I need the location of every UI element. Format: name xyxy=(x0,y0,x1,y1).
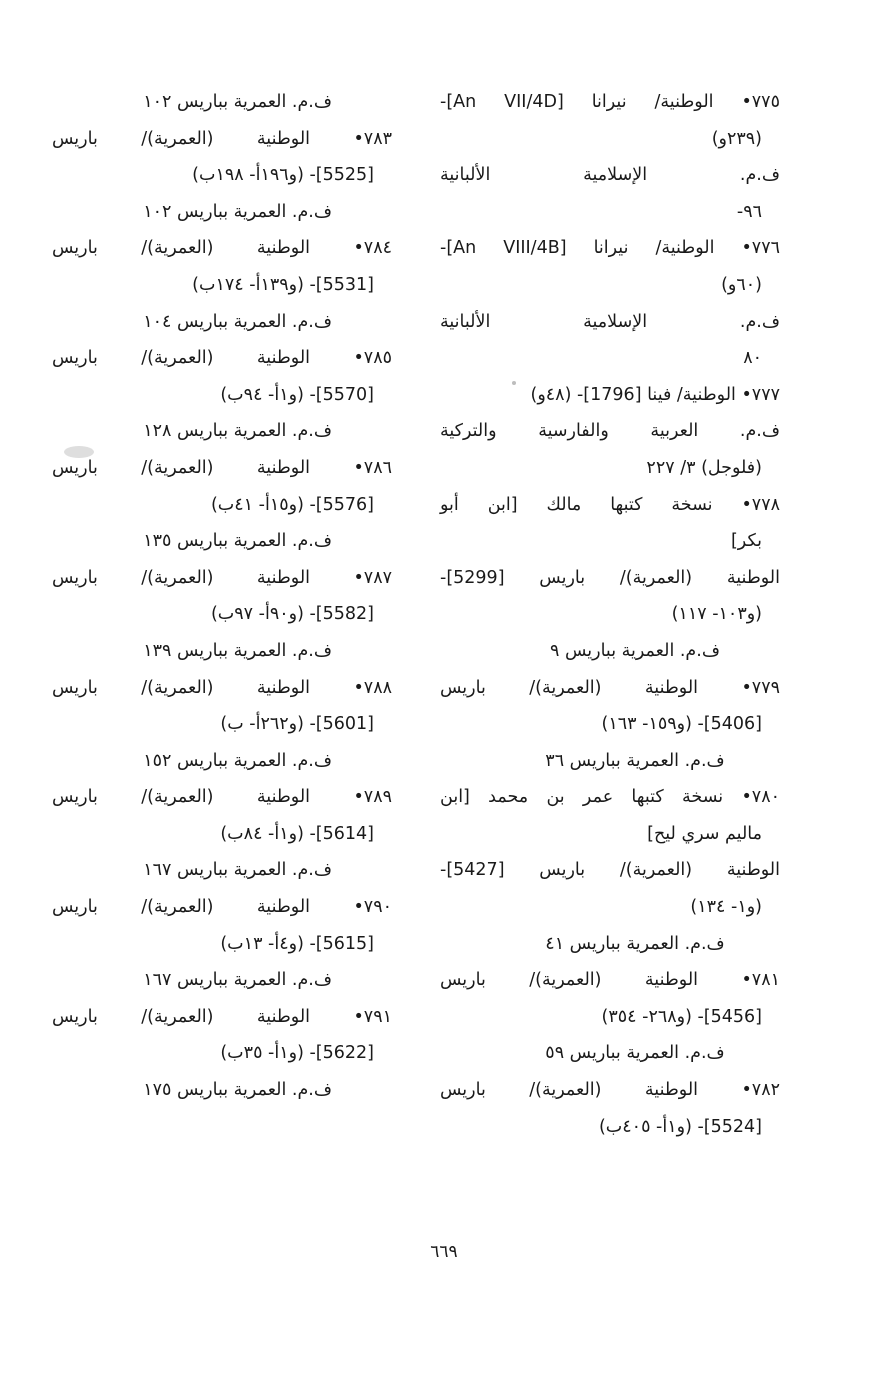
left-column-line: ف.م. العمرية بباريس ١٠٤ xyxy=(143,311,332,332)
left-column-line: ٧٨٨• الوطنية (العمرية)/ باريس xyxy=(52,677,392,698)
right-column-line: ماليم سري ليح] xyxy=(647,823,762,844)
left-column-line: [5615]- (و٤أ- ١٣ب) xyxy=(220,933,374,954)
right-column-line: [5456]- (و٢٦٨- ٣٥٤) xyxy=(601,1006,762,1027)
right-column-line: ٧٧٩• الوطنية (العمرية)/ باريس xyxy=(440,677,780,698)
right-column-line: (و١٠٣- ١١٧) xyxy=(671,604,762,625)
scan-speck xyxy=(512,381,516,385)
right-column-line: (٢٣٩و) xyxy=(711,128,762,149)
left-column-line: [5622]- (و١أ- ٣٥ب) xyxy=(220,1043,374,1064)
right-column-line: الوطنية (العمرية)/ باريس [5427]- xyxy=(440,860,780,881)
left-column-line: ف.م. العمرية بباريس ١٦٧ xyxy=(143,860,332,881)
right-column-line: ٩٦- xyxy=(736,201,762,222)
left-column-line: [5570]- (و١أ- ٩٤ب) xyxy=(220,384,374,405)
left-column-line: ف.م. العمرية بباريس ١٧٥ xyxy=(143,1080,332,1101)
right-column-line: ف.م. العمرية بباريس ٤١ xyxy=(545,933,725,954)
right-column-line: ف.م. العربية والفارسية والتركية xyxy=(440,421,780,442)
left-column-line: ٧٨٧• الوطنية (العمرية)/ باريس xyxy=(52,567,392,588)
left-column-line: ٧٨٤• الوطنية (العمرية)/ باريس xyxy=(52,238,392,259)
right-column-line: ف.م. الإسلامية الألبانية xyxy=(440,165,780,186)
left-column xyxy=(52,84,392,1109)
left-column-line: ف.م. العمرية بباريس ١٢٨ xyxy=(143,421,332,442)
left-column-line: [5582]- (و٩٠أ- ٩٧ب) xyxy=(210,604,374,625)
right-column-line: (فلوجل) ٣/ ٢٢٧ xyxy=(646,457,762,478)
right-column-line: [5524]- (و١أ- ٤٠٥ب) xyxy=(598,1116,762,1137)
left-column-line: ٧٨٣• الوطنية (العمرية)/ باريس xyxy=(52,128,392,149)
right-column-line: ٧٧٨• نسخة كتبها مالك [ابن أبو xyxy=(440,494,780,515)
left-column-line: ف.م. العمرية بباريس ١٦٧ xyxy=(143,970,332,991)
right-column-line: (و١- ١٣٤) xyxy=(690,897,762,918)
right-column-line: ٧٨١• الوطنية (العمرية)/ باريس xyxy=(440,970,780,991)
scan-speck xyxy=(64,446,94,458)
left-column-line: [5601]- (و٢٦٢أ- ب) xyxy=(220,714,374,735)
right-column-line: ٧٧٦• الوطنية/ نيرانا [An VIII/4B]- xyxy=(440,238,780,259)
left-column-line: ف.م. العمرية بباريس ١٣٩ xyxy=(143,640,332,661)
right-column-line: الوطنية (العمرية)/ باريس [5299]- xyxy=(440,567,780,588)
left-column-line: [5525]- (و١٩٦أ- ١٩٨ب) xyxy=(192,165,374,186)
left-column-line: [5531]- (و١٣٩أ- ١٧٤ب) xyxy=(192,274,374,295)
left-column-line: [5614]- (و١أ- ٨٤ب) xyxy=(220,823,374,844)
right-column-line: ٧٨٠• نسخة كتبها عمر بن محمد [ابن xyxy=(440,787,780,808)
right-column-line: (٦٠و) xyxy=(721,274,762,295)
left-column-line: [5576]- (و١٥أ- ٤١ب) xyxy=(210,494,374,515)
left-column-line: ف.م. العمرية بباريس ١٣٥ xyxy=(143,531,332,552)
left-column-line: ٧٨٥• الوطنية (العمرية)/ باريس xyxy=(52,348,392,369)
left-column-line: ف.م. العمرية بباريس ١٠٢ xyxy=(143,201,332,222)
left-column-line: ٧٨٩• الوطنية (العمرية)/ باريس xyxy=(52,787,392,808)
right-column-line: ٨٠ xyxy=(743,348,762,369)
right-column-line: ف.م. الإسلامية الألبانية xyxy=(440,311,780,332)
left-column-line: ٧٩٠• الوطنية (العمرية)/ باريس xyxy=(52,897,392,918)
right-column-line: ف.م. العمرية بباريس ٣٦ xyxy=(545,750,725,771)
left-column-line: ٧٨٦• الوطنية (العمرية)/ باريس xyxy=(52,457,392,478)
page-number: ٦٦٩ xyxy=(430,1242,458,1262)
right-column-line: ٧٧٥• الوطنية/ نيرانا [An VII/4D]- xyxy=(440,92,780,112)
right-column-line: ف.م. العمرية بباريس ٥٩ xyxy=(545,1043,725,1064)
left-column-line: ف.م. العمرية بباريس ١٠٢ xyxy=(143,92,332,112)
left-column-line: ٧٩١• الوطنية (العمرية)/ باريس xyxy=(52,1006,392,1027)
left-column-line: ف.م. العمرية بباريس ١٥٢ xyxy=(143,750,332,771)
right-column-line: ٧٨٢• الوطنية (العمرية)/ باريس xyxy=(440,1080,780,1101)
right-column-line: بكر] xyxy=(730,531,762,552)
right-column-line: ف.م. العمرية بباريس ٩ xyxy=(550,640,720,661)
right-column-line: [5406]- (و١٥٩- ١٦٣) xyxy=(601,714,762,735)
right-column xyxy=(440,84,780,1145)
right-column-line: ٧٧٧• الوطنية/ فينا [1796]- (٤٨و) xyxy=(530,384,780,405)
